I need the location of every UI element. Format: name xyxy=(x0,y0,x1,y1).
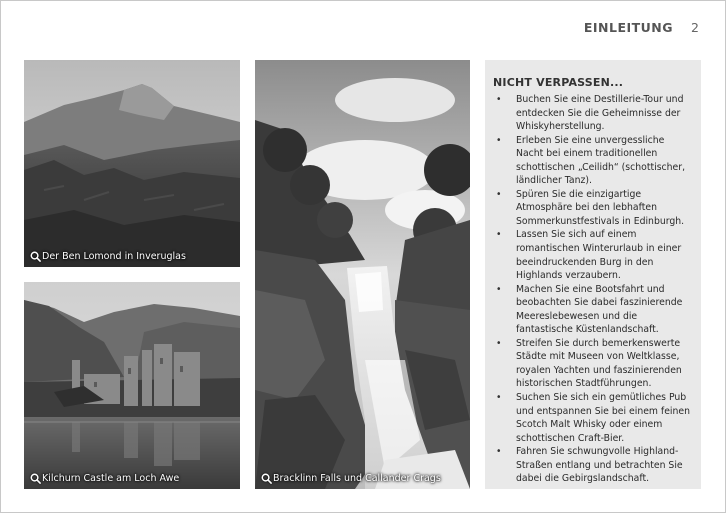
list-item: • Machen Sie eine Bootsfahrt und beobachten Sie dabei faszinierende Meereslebewesen und die fantastische Küstenlandschaft. xyxy=(493,283,693,337)
list-item: • Fahren Sie schwungvolle Highland-Straßen entlang und betrachten Sie dabei die Gebirgslandschaft. xyxy=(493,445,693,486)
highlight-list xyxy=(493,93,693,486)
list-item: • Spüren Sie die einzigartige Atmosphäre bei den lebhaften Sommerkunstfestivals in Edinburgh. xyxy=(493,188,693,229)
not-to-miss-box xyxy=(485,60,701,489)
list-item: • Lassen Sie sich auf einem romantischen Winterurlaub in einer beeindruckenden Burg in den Highlands verzaubern. xyxy=(493,228,693,282)
photo-kilchurn-castle[interactable] xyxy=(24,282,240,489)
mountain-photo xyxy=(24,60,240,267)
list-item: • Streifen Sie durch bemerkenswerte Städte mit Museen von Weltklasse, royalen Yachten und faszinierenden historischen Stadtführungen. xyxy=(493,337,693,391)
search-icon xyxy=(30,251,41,262)
photo-caption xyxy=(261,473,441,484)
list-item: • Buchen Sie eine Destillerie-Tour und entdecken Sie die Geheimnisse der Whiskyherstellung. xyxy=(493,93,693,134)
list-item: • Erleben Sie eine unvergessliche Nacht bei einem traditionellen schottischen „Ceilidh“ (schottischer, ländlicher Tanz). xyxy=(493,134,693,188)
photo-caption-text: Der Ben Lomond in Inveruglas xyxy=(42,251,186,262)
page-header xyxy=(584,20,699,35)
photo-bracklinn-falls[interactable] xyxy=(255,60,470,489)
page-number: 2 xyxy=(691,20,699,35)
photo-ben-lomond[interactable] xyxy=(24,60,240,267)
photo-caption xyxy=(30,251,186,262)
photo-caption xyxy=(30,473,179,484)
photo-caption-text: Kilchurn Castle am Loch Awe xyxy=(42,473,180,484)
infobox-title: NICHT VERPASSEN... xyxy=(493,76,624,89)
search-icon xyxy=(261,473,272,484)
castle-photo xyxy=(24,282,240,489)
photo-caption-text: Bracklinn Falls und Callander Crags xyxy=(273,473,441,484)
list-item: • Suchen Sie sich ein gemütliches Pub und entspannen Sie bei einem feinen Scotch Malt Whisky oder einem schottischen Craft-Bier. xyxy=(493,391,693,445)
waterfall-photo xyxy=(255,60,470,489)
search-icon xyxy=(30,473,41,484)
section-title: EINLEITUNG xyxy=(583,20,674,35)
